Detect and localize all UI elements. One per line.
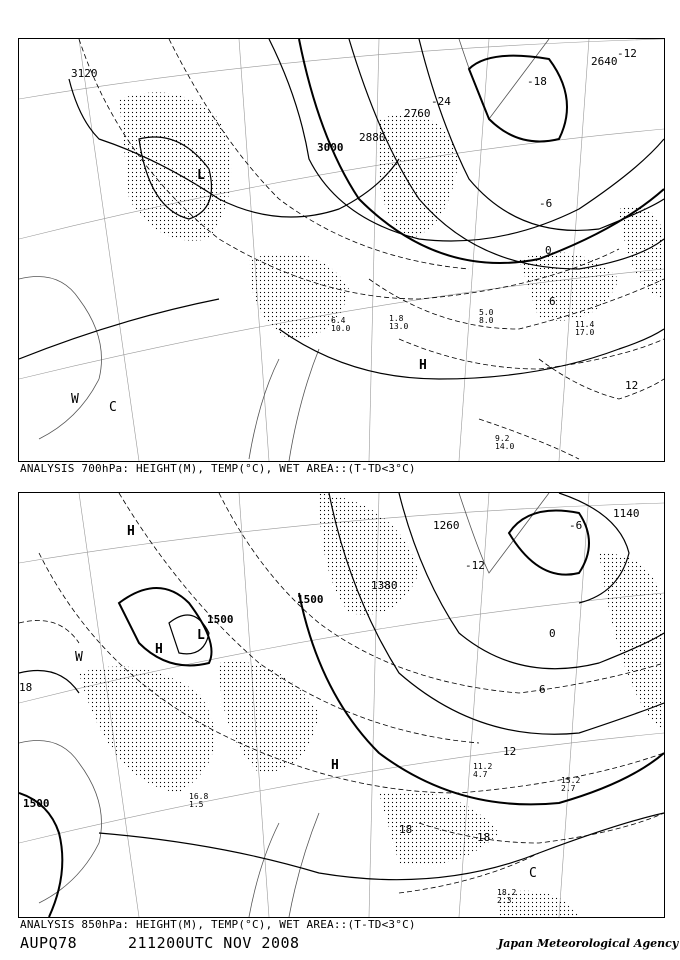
high-pressure-center: H (155, 642, 163, 657)
coastline (19, 39, 549, 461)
agency-name: Japan Meteorological Agency (498, 937, 679, 950)
station-value: 2.7 (561, 784, 576, 793)
isotherm-label: -18 (527, 75, 547, 88)
map-700hpa-graphic (19, 39, 664, 461)
isotherm-label: -12 (617, 47, 637, 60)
station-value: 1.5 (189, 800, 204, 809)
high-pressure-center: H (419, 358, 427, 373)
station-value: 1.8 (389, 314, 404, 323)
contour-label: 2640 (591, 55, 618, 68)
contour-label: 2880 (359, 131, 386, 144)
isotherm-label: 12 (625, 379, 639, 392)
station-plot-group (331, 308, 594, 451)
contour-label: 1500 (207, 613, 234, 626)
caption-700hpa: ANALYSIS 700hPa: HEIGHT(M), TEMP(°C), WET AREA::(T-TD<3°C) (20, 462, 416, 475)
isotherm-label: 0 (549, 627, 556, 640)
high-pressure-center: H (127, 524, 135, 539)
isotherm-label: 18 (19, 681, 33, 694)
isotherm-label: 6 (549, 295, 556, 308)
warm-center: W (71, 392, 79, 407)
contour-label: 1260 (433, 519, 460, 532)
station-value: 18.2 (497, 888, 517, 897)
high-pressure-center: H (331, 758, 339, 773)
station-value: 8.0 (479, 316, 494, 325)
cold-center: C (109, 400, 117, 415)
chart-code: AUPQ78 (20, 934, 78, 952)
station-value: 11.4 (575, 320, 595, 329)
cold-center: C (529, 866, 537, 881)
station-value: 4.7 (473, 770, 488, 779)
map-700hpa (18, 38, 665, 462)
isotherm-label: 18 (477, 831, 491, 844)
station-value: 15.2 (561, 776, 581, 785)
caption-850hpa: ANALYSIS 850hPa: HEIGHT(M), TEMP(°C), WET AREA::(T-TD<3°C) (20, 918, 416, 931)
contour-label: 3000 (317, 141, 344, 154)
warm-center: W (75, 650, 83, 665)
wet-area (79, 493, 664, 917)
pressure-center-group (71, 168, 427, 415)
contour-label: 3120 (71, 67, 98, 80)
station-value: 9.2 (495, 434, 510, 443)
station-plot-group (189, 762, 580, 905)
station-value: 17.0 (575, 328, 595, 337)
isotherm-label: -24 (431, 95, 451, 108)
isotherm-label: 6 (539, 683, 546, 696)
contour-label: 2760 (404, 107, 431, 120)
map-850hpa-graphic (19, 493, 664, 917)
station-value: 2.3 (497, 896, 512, 905)
contour-label: 1380 (371, 579, 398, 592)
isotherm-label-group (431, 47, 638, 392)
isotherm-label: 12 (503, 745, 517, 758)
isotherm-label: 0 (545, 244, 552, 257)
station-value: 11.2 (473, 762, 493, 771)
isotherm-label: -6 (539, 197, 553, 210)
contour-label: 1500 (297, 593, 324, 606)
wet-area (119, 92, 664, 339)
isotherm-label: -6 (569, 519, 583, 532)
contour-label: 1500 (23, 797, 50, 810)
map-850hpa (18, 492, 665, 918)
station-value: 6.4 (331, 316, 346, 325)
isotherm-label: -12 (465, 559, 485, 572)
contour-label: 1140 (613, 507, 640, 520)
station-value: 14.0 (495, 442, 515, 451)
isotherm-label: 18 (399, 823, 413, 836)
low-pressure-center: L (197, 628, 205, 643)
station-value: 16.8 (189, 792, 209, 801)
low-pressure-center: L (197, 168, 205, 183)
station-value: 13.0 (389, 322, 409, 331)
station-value: 5.0 (479, 308, 494, 317)
station-value: 10.0 (331, 324, 351, 333)
analysis-time: 211200UTC NOV 2008 (128, 934, 300, 952)
